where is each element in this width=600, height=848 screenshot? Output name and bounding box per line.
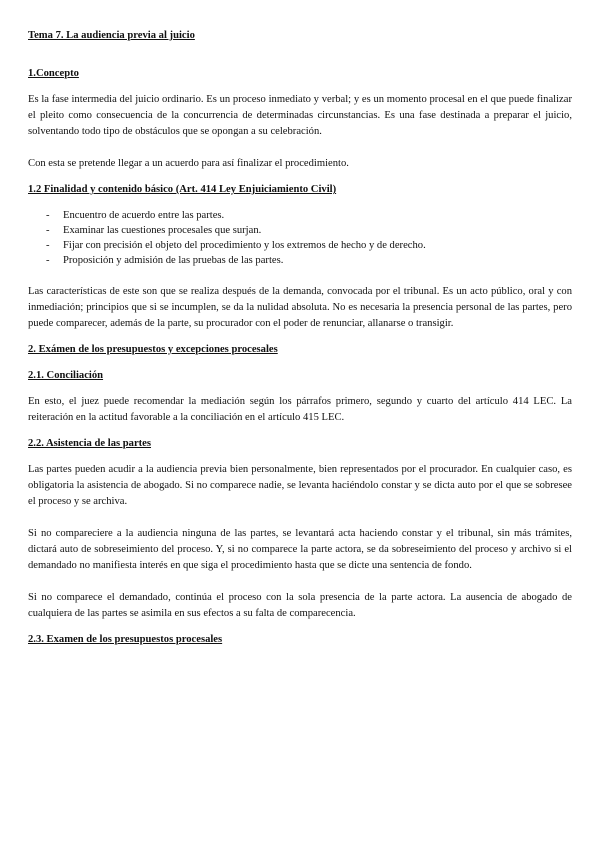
bullet-marker: - bbox=[46, 225, 50, 236]
finalidad-list bbox=[28, 208, 572, 268]
list-item bbox=[28, 253, 572, 268]
paragraph-asistencia-1: Las partes pueden acudir a la audiencia previa bien personalmente, bien representados por el procurador. En cualquier caso, es obligatoria la asistencia de abogado. Si no comparece nadie, se levanta haciéndolo constar y se dicta auto por el que se sobresee el proceso y se archiva. bbox=[28, 464, 572, 507]
section-heading-finalidad: 1.2 Finalidad y contenido básico (Art. 414 Ley Enjuiciamiento Civil) bbox=[28, 184, 337, 195]
list-item-text: Encuentro de acuerdo entre las partes. bbox=[63, 210, 225, 221]
paragraph-conciliacion: En esto, el juez puede recomendar la mediación según los párrafos primero, segundo y cuarto del artículo 414 LEC. La reiteración en la actitud favorable a la conciliación en el artículo 415 LEC. bbox=[28, 396, 572, 423]
section-heading-conciliacion: 2.1. Conciliación bbox=[28, 370, 104, 381]
paragraph-asistencia-3: Si no comparece el demandado, continúa el proceso con la sola presencia de la parte actora. La ausencia de abogado de cualquiera de las partes se asimila en sus efectos a su falta de comparecencia. bbox=[28, 592, 572, 619]
paragraph-concepto-2: Con esta se pretende llegar a un acuerdo para así finalizar el procedimiento. bbox=[28, 158, 349, 169]
section-heading-concepto: 1.Concepto bbox=[28, 68, 79, 79]
list-item bbox=[28, 223, 572, 238]
list-item bbox=[28, 208, 572, 223]
paragraph-asistencia-2: Si no compareciere a la audiencia ninguna de las partes, se levantará acta haciendo constar y el tribunal, sin más trámites, dictará auto de sobreseimiento del proceso. Y, si no comparece la parte actora, se da sobreseimiento del proceso y archivo si el demandado no manifiesta interés en que siga el procedimiento hasta que se dicte una sentencia de fondo. bbox=[28, 528, 572, 571]
bullet-marker: - bbox=[46, 210, 50, 221]
document-body bbox=[28, 28, 572, 648]
section-heading-asistencia: 2.2. Asistencia de las partes bbox=[28, 438, 152, 449]
paragraph-caracteristicas: Las características de este son que se realiza después de la demanda, convocada por el tribunal. Es un acto público, oral y con inmediación; principios que si se incumplen, se da la nulidad absoluta. No es necesaria la presencia personal de las partes, pero puede comparecer, además de la parte, su procurador con el poder de renunciar, allanarse o transigir. bbox=[28, 286, 572, 329]
list-item bbox=[28, 238, 572, 253]
document-title: Tema 7. La audiencia previa al juicio bbox=[28, 30, 195, 41]
bullet-marker: - bbox=[46, 255, 50, 266]
list-item-text: Examinar las cuestiones procesales que surjan. bbox=[63, 225, 262, 236]
bullet-marker: - bbox=[46, 240, 50, 251]
list-item-text: Proposición y admisión de las pruebas de las partes. bbox=[63, 255, 284, 266]
section-heading-presupuestos: 2.3. Examen de los presupuestos procesales bbox=[28, 634, 223, 645]
list-item-text: Fijar con precisión el objeto del procedimiento y los extremos de hecho y de derecho. bbox=[63, 240, 426, 251]
paragraph-concepto-1: Es la fase intermedia del juicio ordinario. Es un proceso inmediato y verbal; y es un momento procesal en el que puede finalizar el pleito como consecuencia de la concurrencia de determinadas circunstancias. Es una fase destinada a preparar el juicio, solventando todo tipo de obstáculos que se opongan a su celebración. bbox=[28, 94, 572, 137]
section-heading-examen: 2. Exámen de los presupuestos y excepciones procesales bbox=[28, 344, 278, 355]
